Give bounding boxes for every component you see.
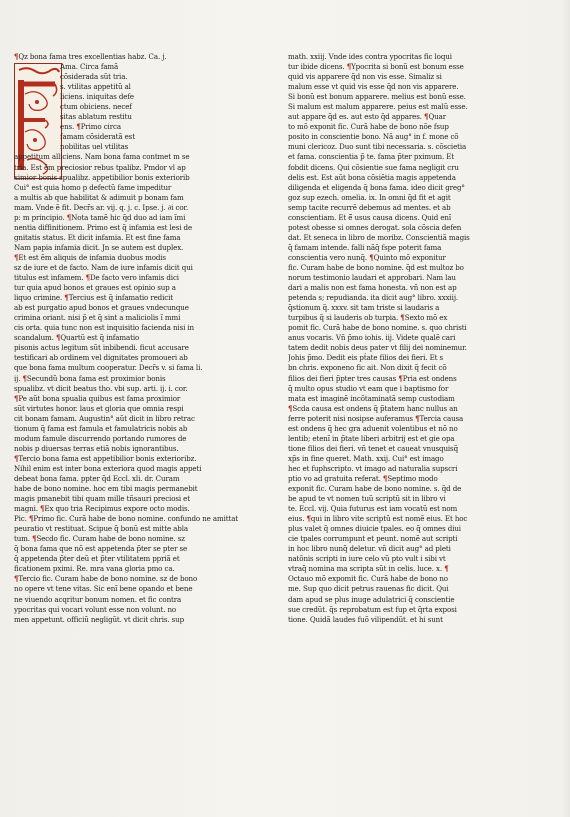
text-line: p: m principio. ¶Nota tamẽ hic q̃d duo ad iam ĩmi — [14, 212, 186, 222]
text-line: peuratio vt restituat. Scipue q̃ bonũ est mitte abla — [14, 524, 188, 534]
pilcrow-icon: ¶ — [55, 333, 61, 343]
pilcrow-icon: ¶ — [22, 373, 27, 383]
text-line: filios dei fieri p̃pter tres causas ¶Pria est ondens — [288, 373, 457, 383]
pilcrow-icon: ¶ — [14, 52, 19, 61]
text-line: ficationem pximi. Re. mra vana gloria pmo ca. — [14, 564, 175, 574]
text-line: muni clericoz. Duo sunt tibi necessaria. s. cõscietia — [288, 142, 467, 152]
text-line: ¶Et est ẽm aliquis de infamia duobus modis — [14, 252, 166, 262]
pilcrow-icon: ¶ — [346, 62, 352, 72]
text-line: ij. ¶Secundũ bona fama est proximior bonis — [14, 373, 166, 383]
text-line: cie tpales corrumpunt et peunt. nomẽ aut scripti — [288, 534, 458, 544]
text-line: ctum obiciens. necef — [60, 102, 132, 112]
text-line: tatem dedit nobis deus pater vt filij dei nominemur. — [288, 343, 467, 353]
text-line: posito in conscientie bono. Nã aug° in f. mone cõ — [288, 132, 459, 142]
text-line: nobis p diuersas terras etiã nobis ignorantibus. — [14, 443, 179, 453]
text-line: Johis p̃mo. Dedit eis pt̃ate filios dei fieri. Et s — [288, 353, 444, 363]
text-line: quid vis apparere q̃d non vis esse. Simaliz si — [288, 72, 442, 82]
text-line: tum. ¶Secdo fic. Curam habe de bono nomine. sz — [14, 534, 185, 544]
text-line: pisonis actus legitum sũt inbibendi. ficut accusare — [14, 343, 189, 353]
text-line: cõsiderada sũt tria. — [60, 72, 128, 82]
text-line: ¶Pe aũt bona spualia quibus est fama proximior — [14, 393, 181, 403]
pilcrow-icon: ¶ — [40, 504, 45, 514]
text-line: petenda s; repudianda. ita dicit aug° libro. xxxiij. — [288, 293, 459, 303]
text-line: pomit fic. Curã habe de bono nomine. s. quo christi — [288, 323, 467, 333]
text-line: diligenda et eligenda q̃ bona fama. ideo dicit greg° — [288, 182, 465, 192]
pilcrow-icon: ¶ — [14, 453, 19, 463]
text-line: tione filios dei fieri. vñ tenet et caueat vnusquisq̃ — [288, 443, 458, 453]
text-line: spualibz. vt dicit beatus tho. vbi sup. arti. ij. i. cor. — [14, 383, 188, 393]
text-line: nentia diffinitionem. Primo est q̃ infamia est lesi de — [14, 222, 193, 232]
text-line: scandalum. ¶Quartũ est q̃ infamatio — [14, 333, 140, 343]
text-line: norum testimonio laudari et approbari. Nam lau — [288, 273, 456, 283]
text-line: Ama. Circa famã — [60, 62, 119, 72]
text-line: titulus est infamem. ¶De facto vero infamis dici — [14, 273, 179, 283]
text-line: q̃ bona fama que nõ est appetenda p̃ter se pter se — [14, 544, 188, 554]
pilcrow-icon: ¶ — [306, 514, 311, 524]
text-line: bn chris. exponeno fic ait. Non dixit q̃ fecit cõ — [288, 363, 447, 373]
pilcrow-icon: ¶ — [398, 373, 403, 383]
text-line: ximior bonis spualibz. appetibilior bonis exteriorib — [14, 172, 190, 182]
pilcrow-icon: ¶ — [85, 273, 90, 283]
text-line: ptio vo ad gratuita referat. ¶Septimo modo — [288, 473, 438, 483]
text-line: est ondens q̃ hec gra aduenit volentibus et nõ no — [288, 423, 458, 433]
text-line: goz sup ezech. omelia. ix. In omni q̃d fit et agit — [288, 192, 451, 202]
text-line: me. Sup quo dicit petrus rauenas fic dicit. Qui — [288, 584, 449, 594]
text-line: be apud te vt nomen tuũ scriptũ sit in libro vi — [288, 494, 446, 504]
left-column — [14, 52, 252, 625]
text-line: fobdit dicens. Qui cõsientie sue fama negligit cru — [288, 162, 459, 172]
text-line: ¶Tercio fic. Curam habe de bono nomine. sz de bono — [14, 574, 198, 584]
text-line: mata est imaginẽ incõtaminatã semp custodiam — [288, 393, 455, 403]
text-line: q̃ famam intende. falli nãq̃ fspe poterit fama — [288, 242, 442, 252]
text-line: q̃ multo opus studio vt eam que i baptismo for — [288, 383, 449, 393]
text-line: sũt virtutes honor. laus et gloria que omnia respi — [14, 403, 184, 413]
page-edge — [560, 0, 570, 817]
text-line: debeat bona fama. ppter q̃d Eccl. xli. dr. Curam — [14, 473, 180, 483]
text-line: Nam papia infamia dicit. Jn se autem est duplex. — [14, 242, 184, 252]
text-line: liciens. iniquitas defe — [60, 92, 134, 102]
text-line: potest obesse si omnes derogat. sola cõscia defen — [288, 222, 462, 232]
text-line: math. xxiij. Vnde ides contra ypocritas fic loqui — [288, 52, 452, 61]
text-line: lentib; etenĩ in p̃tate liberi arbitrij est et gie opa — [288, 433, 455, 443]
text-line: ab est purgatio apud bonos et graues vndecunque — [14, 303, 189, 313]
text-line: magis pmanebit tibi quam mille tñsauri preciosi et — [14, 494, 190, 504]
text-line: te. Eccl. vij. Quia futurus est iam vocatũ est nom — [288, 504, 458, 514]
pilcrow-icon: ¶ — [382, 473, 388, 483]
pilcrow-icon: ¶ — [28, 514, 34, 524]
text-line: dari a malis non est fama honesta. vñ non est ap — [288, 283, 457, 293]
pilcrow-icon: ¶ — [32, 534, 37, 544]
text-line: men appetunt. officiũ negligũt. vt dicit chris. sup — [14, 614, 185, 624]
text-line: cis orta. quia tunc non est inquisitio facienda nisi in — [14, 323, 194, 333]
text-line: tria. Est ẽm preciosior rebus tpalibz. Pmdor vl ap — [14, 162, 186, 172]
text-line: q̃stionum q̃. xxxv. sit tam triste si laudaris a — [288, 303, 440, 313]
text-line: eius. ¶qui in libro vite scriptũ est nomẽ eius. Et hoc — [288, 514, 468, 524]
text-line: Si malum est malum apparere. peius est malũ esse. — [288, 102, 468, 112]
pilcrow-icon: ¶ — [14, 393, 19, 403]
text-line: que bona fama multum cooperatur. Decr̃s v. si fama li. — [14, 363, 203, 373]
pilcrow-icon: ¶ — [415, 413, 420, 423]
text-line: ferre poterit nisi nosipse auferamus ¶Tercia causa — [288, 413, 464, 423]
pilcrow-icon: ¶ — [64, 293, 69, 303]
text-line: gnitatis status. Et dicit infamia. Et est fine fama — [14, 232, 181, 242]
pilcrow-icon: ¶ — [400, 313, 405, 323]
text-line: testificari ab ordinem vel dignitates promoueri ab — [14, 353, 188, 363]
text-line: fic. Curam habe de bono nomine. q̃d est multoz bo — [288, 262, 464, 272]
pilcrow-icon: ¶ — [369, 252, 374, 262]
text-line: ens. ¶Primo circa — [60, 122, 121, 132]
right-column-lines — [288, 52, 526, 625]
text-line: semp tacite recurrẽ debemus ad mentes. et ab — [288, 202, 451, 212]
text-line: in hoc libro nunq̃ deletur. vñ dicit aug° ad pleti — [288, 544, 451, 554]
text-line: nobilitas uel vtilitas — [60, 142, 129, 152]
text-line: magni. ¶Ex quo tria Recipimus expore octo modis. — [14, 504, 190, 514]
text-line: ¶Scda causa est ondens q̃ p̃tatem hanc nullus an — [288, 403, 458, 413]
text-line: natõnis scripti in iure celo vũ pto vult i sibi vt — [288, 554, 446, 564]
text-line: q̃ appetenda p̃ter deũ et p̃ter vtilitatem ppriã et — [14, 554, 180, 564]
text-line: s. vtilitas appetitũ al — [60, 82, 131, 92]
text-line: Octauo mõ expomit fic. Curã habe de bono no — [288, 574, 448, 584]
text-line: mam. Vnde ẽ fit. Decr̃s ar. vij. q. j. c. Ipse. j. ∂i cor. — [14, 202, 189, 212]
text-line: exponit fic. Curam habe de bono nomine. s. q̃d de — [288, 484, 462, 494]
text-line: ne viuendo acqritur bonum nomen. et fic contra — [14, 594, 182, 604]
pilcrow-icon: ¶ — [288, 403, 293, 413]
text-line: delis est. Est aũt bona cõsiẽtia magis appetenda — [288, 172, 456, 182]
text-line: to mõ exponit fic. Curã habe de bono nõe fsup — [288, 122, 449, 132]
text-line: turpibus q̃ si lauderis ob turpia. ¶Sexto mõ ex — [288, 313, 448, 323]
text-line: anus vocaris. Vñ p̃mo iohis. iij. Videte qualẽ cari — [288, 333, 456, 343]
text-line: liquo crimine. ¶Tercius est q̃ infamatio redicit — [14, 293, 173, 303]
text-line: ypocritas qui vocari volunt esse non volunt. no — [14, 604, 177, 614]
text-line: habe de bono nomine. hoc em tibi magis permanebit — [14, 484, 198, 494]
text-line: hec et fuphscripto. vt imago ad naturalia supscri — [288, 463, 458, 473]
text-line: plus valet q̃ omnes diuicie tpales. eo q̃ omnes diui — [288, 524, 461, 534]
text-line: tionum q̃ fama est famula et famulatricis nobis ab — [14, 423, 188, 433]
left-column-lines — [14, 62, 252, 625]
text-line: no opere vt tene vitas. Sic enĩ bene opando et bene — [14, 584, 193, 594]
text-line: sitas ablatum restitu — [60, 112, 132, 122]
text-line: malum esse vt quid vis esse q̃d non vis apparere. — [288, 82, 459, 92]
pilcrow-icon: ¶ — [14, 574, 19, 584]
text-line: vtraq̃ nomina ma scripta sũt in celis. luce. x. ¶ — [288, 564, 449, 574]
text-line: Cui° est quia homo p defectũ fame impeditur — [14, 182, 172, 192]
text-line: dam apud se plus inuge adulatrici q̃ conscientie — [288, 594, 455, 604]
text-line: famam cõsideratã est — [60, 132, 135, 142]
pilcrow-icon: ¶ — [76, 122, 81, 132]
pilcrow-icon: ¶ — [66, 212, 72, 222]
text-line: appetitum alliciens. Nam bona fama contmet m se — [14, 152, 190, 162]
text-line: tione. Quidã laudes fuõ vilipendũt. et hi sunt — [288, 614, 443, 624]
pilcrow-icon: ¶ — [14, 252, 19, 262]
text-line: dat. Et seneca in libro de moribz. Conscientiã magis — [288, 232, 470, 242]
text-line: crimina oriant. nisi p̃ et q̃ sint a maliciolis ĩ mmi — [14, 313, 181, 323]
text-line: cit bonam famam. Augustin° aũt dicit in libro retrac — [14, 413, 195, 423]
text-line: ¶Tercio bona fama est appetibilior bonis exterioribz. — [14, 453, 197, 463]
text-line: conscientiam. Et ẽ̃ usus causa dicens. Quid enĩ — [288, 212, 452, 222]
text-line: Si bonũ est bonum apparere. melius est bonũ esse. — [288, 92, 466, 102]
pilcrow-icon: ¶ — [424, 112, 429, 122]
pilcrow-icon: ¶ — [444, 564, 449, 574]
text-line: sz de iure et de facto. Nam de iure infamis dicit qui — [14, 262, 193, 272]
text-line: Pic. ¶Primo fic. Curã habe de bono nomine. confundo ne amittat — [14, 514, 239, 524]
text-line: Nihil enim est inter bona exteriora quod magis appeti — [14, 463, 202, 473]
text-line: a multis ab que habilitat & adimuit p bonam fam — [14, 192, 184, 202]
right-column — [288, 52, 526, 625]
text-line: modum famule discurrendo portando rumores de — [14, 433, 187, 443]
text-line: et fama. conscientia p̃ te. fama p̃ter pximum. Et — [288, 152, 455, 162]
text-line: tur ibide dicens. ¶Ypocrita si bonũ est bonum esse — [288, 62, 464, 72]
text-line: tur quia apud bonos et graues est opinio sup a — [14, 283, 176, 293]
text-line: aut appare q̃d es. aut esto q̃d appares. ¶Quar — [288, 112, 446, 122]
text-line: sue credũt. q̃s reprobatum est fup et q̃rta exposi — [288, 604, 457, 614]
text-line: conscientia vero nunq̃. ¶Quinto mõ exponitur — [288, 252, 446, 262]
chapter-heading: ¶Qz bona fama tres excellentias habz. Ca. j. — [14, 52, 167, 61]
text-line: xp̃s in fine queret. Math. xxij. Cui° est imago — [288, 453, 444, 463]
